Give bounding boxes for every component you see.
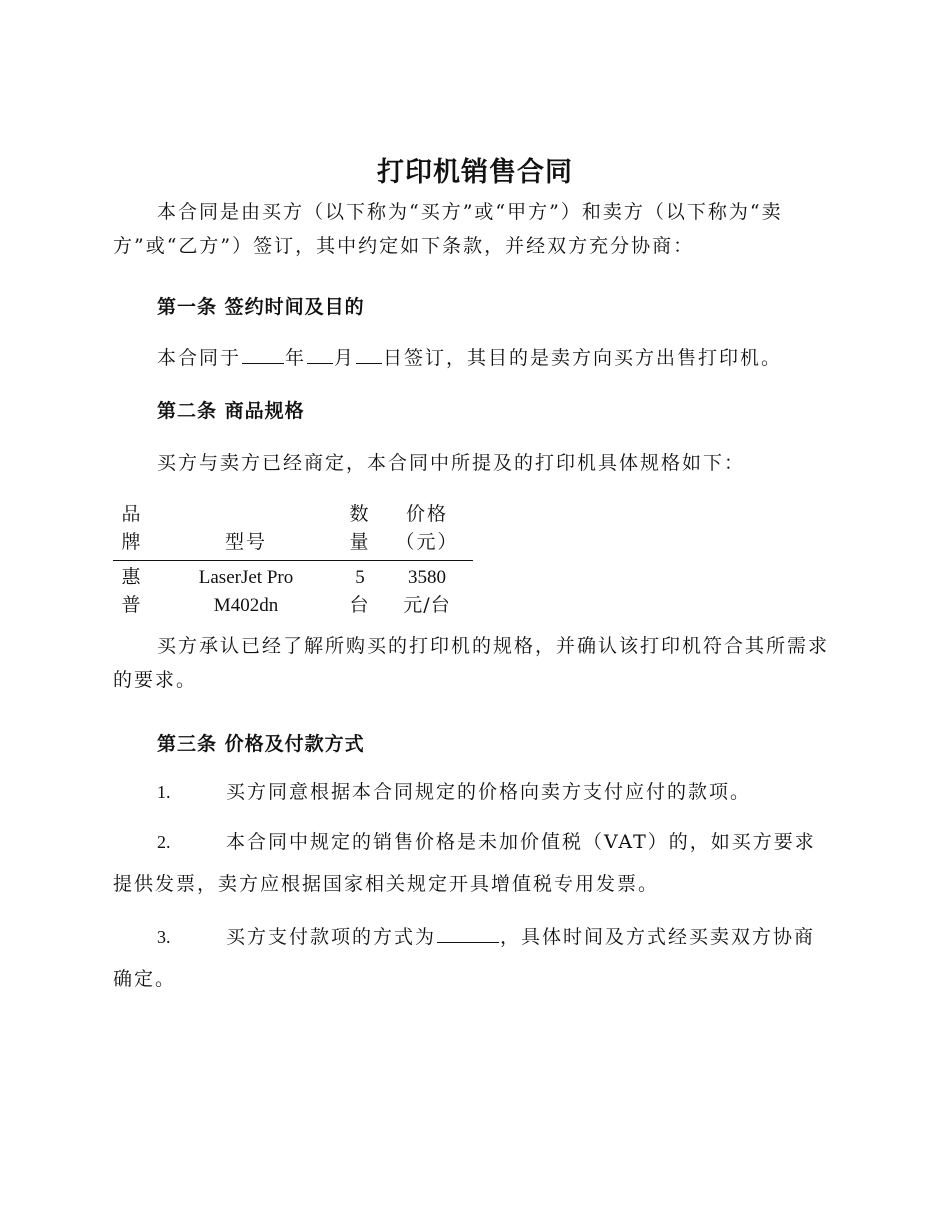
item-2-text: 本合同中规定的销售价格是未加价值税（VAT）的，如买方要求提供发票，卖方应根据国家相关规定开具增值税专用发票。 xyxy=(113,831,816,895)
article-2-heading: 第二条 商品规格 xyxy=(157,400,305,422)
header-price-1: 价格 xyxy=(405,503,448,525)
article-1-heading: 第一条 签约时间及目的 xyxy=(157,296,365,318)
header-brand-1: 品 xyxy=(121,503,143,525)
article-3-heading: 第三条 价格及付款方式 xyxy=(157,733,365,755)
header-brand-2: 牌 xyxy=(121,531,143,553)
row-brand-1: 惠 xyxy=(121,566,143,588)
header-model: 型号 xyxy=(224,531,267,553)
document-title: 打印机销售合同 xyxy=(377,157,573,188)
month-blank xyxy=(307,345,333,364)
item-1-number: 1. xyxy=(157,782,171,802)
row-model-2: M402dn xyxy=(213,595,279,616)
article-1-prefix: 本合同于 xyxy=(157,347,242,369)
item-3-number: 3. xyxy=(157,927,171,947)
row-qty-1: 5 xyxy=(355,567,365,588)
article-2-intro: 买方与卖方已经商定，本合同中所提及的打印机具体规格如下： xyxy=(157,452,746,474)
intro-paragraph: 本合同是由买方（以下称为“买方”或“甲方”）和卖方（以下称为“卖方”或“乙方”）签订，其中约定如下条款，并经双方充分协商： xyxy=(113,201,783,257)
row-price-1: 3580 xyxy=(408,567,446,588)
payment-method-blank xyxy=(437,924,499,943)
article-1-text xyxy=(157,343,782,370)
item-2-number: 2. xyxy=(157,832,171,852)
article-2-note: 买方承认已经了解所购买的打印机的规格，并确认该打印机符合其所需求的要求。 xyxy=(113,635,830,691)
header-price-2: （元） xyxy=(395,531,459,553)
year-blank xyxy=(242,345,284,364)
row-model-1: LaserJet Pro xyxy=(198,567,294,588)
day-blank xyxy=(356,345,382,364)
item-3-suffix: ，具体时间及方式经买卖双方协商确定。 xyxy=(113,926,816,990)
item-1-text: 买方同意根据本合同规定的价格向卖方支付应付的款项。 xyxy=(226,781,752,803)
header-qty-2: 量 xyxy=(349,531,371,553)
row-qty-2: 台 xyxy=(349,594,371,616)
table-header-row xyxy=(113,500,473,561)
item-3-text xyxy=(113,916,833,1000)
row-brand-2: 普 xyxy=(121,594,143,616)
month-label: 月 xyxy=(334,347,356,369)
item-3-prefix: 买方支付款项的方式为 xyxy=(226,926,437,948)
row-price-2: 元/台 xyxy=(403,594,451,616)
article-1-suffix: 日签订，其目的是卖方向买方出售打印机。 xyxy=(383,347,783,369)
header-qty-1: 数 xyxy=(349,503,371,525)
year-label: 年 xyxy=(285,347,307,369)
